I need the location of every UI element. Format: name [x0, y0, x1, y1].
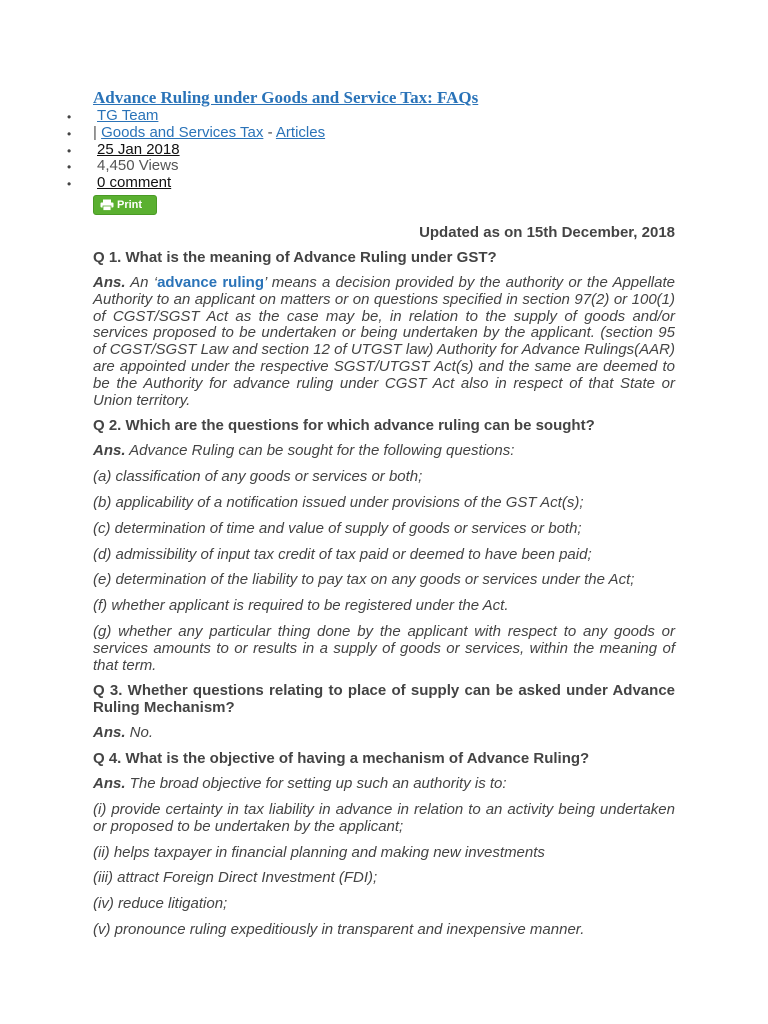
- list-item: (a) classification of any goods or services or both;: [93, 468, 423, 486]
- section-link[interactable]: Articles: [275, 123, 326, 141]
- print-label: Print: [117, 198, 143, 211]
- answer-1: [93, 275, 675, 409]
- article: [93, 88, 675, 939]
- answer-1-lead: An ‘: [125, 273, 158, 291]
- answer-3: [93, 725, 675, 742]
- question-2: Q 2. Which are the questions for which advance ruling can be sought?: [93, 417, 595, 435]
- category-link[interactable]: Goods and Services Tax: [101, 123, 264, 141]
- views-count: 4,450 Views: [97, 157, 179, 175]
- list-item: (e) determination of the liability to pay tax on any goods or services under the Act;: [93, 571, 635, 589]
- question-4: Q 4. What is the objective of having a mechanism of Advance Ruling?: [93, 750, 590, 768]
- list-item: (d) admissibility of input tax credit of tax paid or deemed to have been paid;: [93, 545, 592, 563]
- list-item: (iii) attract Foreign Direct Investment (FDI);: [93, 869, 378, 887]
- meta-category-item: [93, 125, 675, 142]
- list-item: (v) pronounce ruling expeditiously in transparent and inexpensive manner.: [93, 920, 585, 938]
- updated-date: Updated as on 15th December, 2018: [419, 223, 675, 241]
- list-item: (ii) helps taxpayer in financial planning and making new investments: [93, 843, 545, 861]
- list-item: (iv) reduce litigation;: [93, 895, 228, 913]
- list-item: (g) whether any particular thing done by the applicant with respect to any goods or services amounts to or results in a supply of goods or services, within the meaning of that term.: [93, 622, 675, 674]
- advance-ruling-link[interactable]: advance ruling: [157, 273, 264, 291]
- meta-comment-item: [93, 175, 675, 192]
- answer-3-text: No.: [125, 724, 154, 742]
- date-link[interactable]: 25 Jan 2018: [97, 140, 180, 158]
- article-title-link[interactable]: Advance Ruling under Goods and Service Tax: FAQs: [93, 88, 479, 107]
- list-item: (i) provide certainty in tax liability in advance in relation to an activity being undertaken or proposed to be undertaken by the applicant;: [93, 800, 675, 835]
- list-item: (f) whether applicant is required to be registered under the Act.: [93, 597, 509, 615]
- print-button[interactable]: [93, 195, 157, 215]
- answer-4: [93, 776, 675, 793]
- question-3: Q 3. Whether questions relating to place of supply can be asked under Advance Ruling Mechanism?: [93, 682, 675, 717]
- meta-date-item: [93, 142, 675, 159]
- meta-separator: |: [93, 123, 97, 141]
- meta-views-item: [93, 158, 675, 175]
- answer-1-rest: ’ means a decision provided by the authority or the Appellate Authority to an applicant on matters or on questions specified in section 97(2) or 100(1) of CGST/SGST Act as the case may be, in relation to the supply of goods and/or services proposed to be undertaken or being undertaken by the applicant. (section 95 of CGST/SGST Law and section 12 of UTGST law) Authority for Advance Rulings(AAR) are appointed under the respective SGST/UTGST Act(s) and the same are deemed to be the Authority for advance ruling under CGST Act also in respect of that State or Union territory.: [93, 273, 675, 409]
- answer-prefix: Ans.: [93, 775, 126, 793]
- comment-link[interactable]: 0 comment: [97, 174, 172, 192]
- list-item: (b) applicability of a notification issued under provisions of the GST Act(s);: [93, 493, 584, 511]
- meta-dash: -: [267, 123, 273, 141]
- meta-author-item: [93, 108, 675, 125]
- answer-prefix: Ans.: [93, 273, 126, 291]
- author-link[interactable]: TG Team: [97, 107, 159, 124]
- answer-2: [93, 443, 675, 460]
- answer-2-text: Advance Ruling can be sought for the following questions:: [125, 442, 515, 460]
- printer-icon: [100, 199, 114, 211]
- answer-prefix: Ans.: [93, 442, 126, 460]
- answer-4-text: The broad objective for setting up such an authority is to:: [125, 775, 507, 793]
- answer-prefix: Ans.: [93, 724, 126, 742]
- list-item: (c) determination of time and value of supply of goods or services or both;: [93, 519, 582, 537]
- question-1: Q 1. What is the meaning of Advance Ruling under GST?: [93, 248, 497, 266]
- article-meta-list: [93, 108, 675, 192]
